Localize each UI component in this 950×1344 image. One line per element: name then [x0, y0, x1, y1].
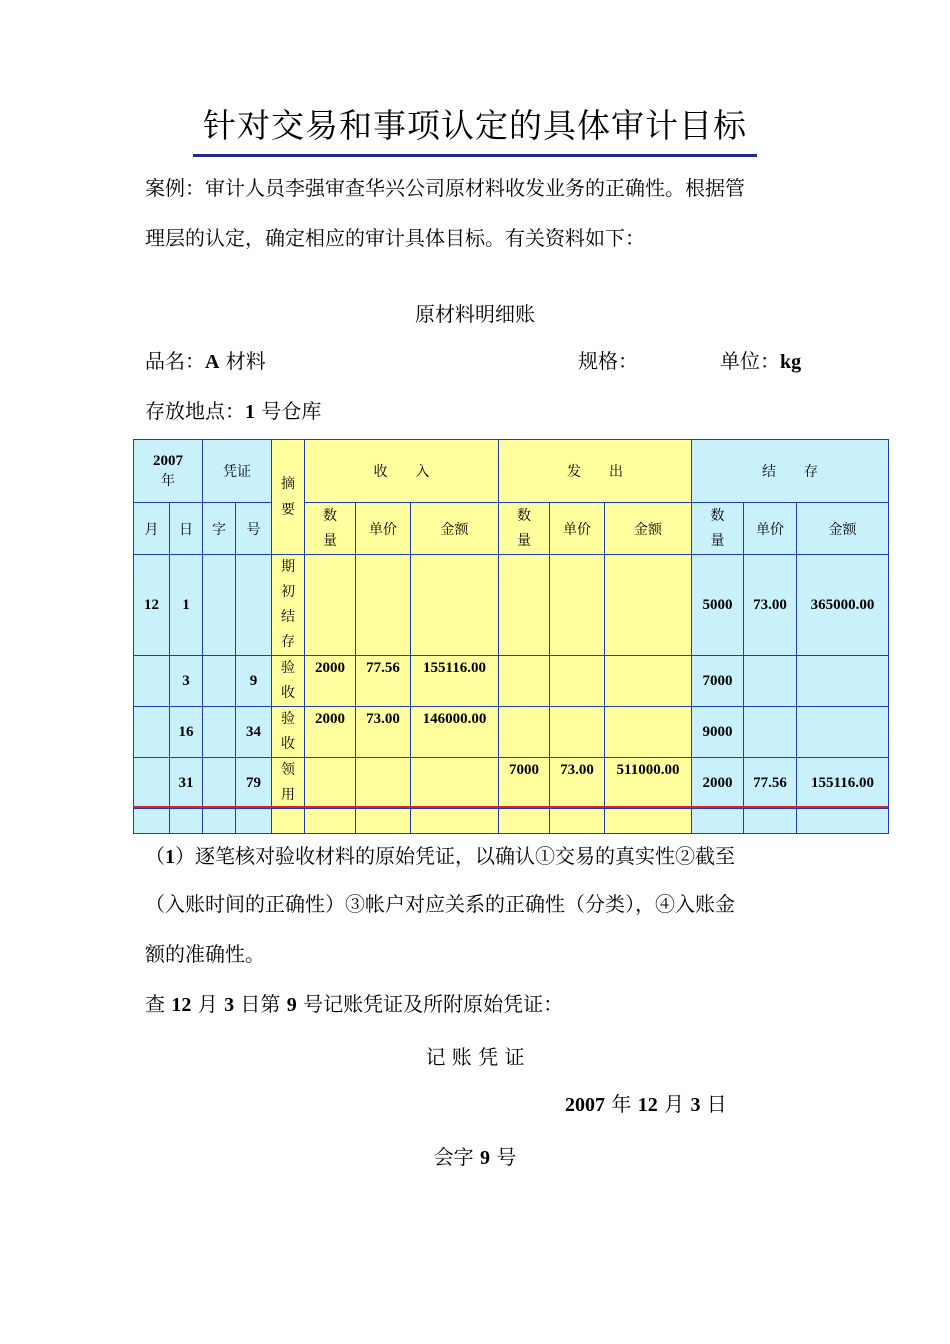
blank-cell — [305, 809, 356, 834]
blank-cell — [203, 809, 236, 834]
voucher-month: 12 — [637, 1094, 658, 1116]
check-month: 12 — [171, 994, 192, 1016]
cell-summary-text: 验收 — [281, 660, 295, 701]
issue-header: 发 出 — [499, 440, 692, 503]
cell-in-amount — [411, 758, 499, 809]
point1-line-3: 额的准确性。 — [145, 942, 265, 966]
year-unit: 年 — [161, 472, 175, 489]
item-name-line — [145, 348, 810, 375]
voucher-t3: 日 — [700, 1092, 727, 1116]
voucher-title: 记 账 凭 证 — [425, 1045, 525, 1069]
cell-in-price: 77.56 — [356, 656, 411, 707]
balance-qty-header — [692, 503, 744, 555]
cell-bal-qty: 7000 — [692, 656, 744, 707]
cell-day: 1 — [170, 555, 203, 656]
point1-text: ）逐笔核对验收材料的原始凭证，以确认①交易的真实性②截至 — [175, 844, 735, 868]
cell-no: 34 — [236, 707, 272, 758]
cell-bal-amount — [797, 656, 889, 707]
cell-zi — [203, 758, 236, 809]
cell-month: 12 — [134, 555, 170, 656]
location-label: 存放地点： — [145, 399, 245, 423]
cell-bal-price — [744, 656, 797, 707]
cell-bal-amount: 155116.00 — [797, 758, 889, 809]
cell-in-price — [356, 555, 411, 656]
cell-summary-text: 领用 — [281, 762, 295, 803]
ledger-table — [133, 439, 889, 834]
cell-bal-amount — [797, 707, 889, 758]
cell-month — [134, 758, 170, 809]
blank-cell — [499, 809, 550, 834]
cell-zi — [203, 656, 236, 707]
blank-cell — [134, 809, 170, 834]
location-suffix: 号仓库 — [255, 399, 322, 423]
cell-summary-text: 验收 — [281, 711, 295, 752]
blank-cell — [272, 809, 305, 834]
balance-header: 结 存 — [692, 440, 889, 503]
cell-day: 3 — [170, 656, 203, 707]
voucher-date — [565, 1091, 727, 1118]
point1-open-paren: （ — [145, 844, 165, 868]
cell-out-qty: 7000 — [499, 758, 550, 809]
item-name-suffix: 材料 — [219, 349, 266, 373]
voucher-year: 2007 — [565, 1094, 605, 1116]
income-amount-header: 金额 — [411, 503, 499, 555]
spec-label: 规格： — [578, 349, 638, 373]
header-row-2 — [134, 503, 889, 555]
cell-month — [134, 656, 170, 707]
cell-in-amount — [411, 555, 499, 656]
year-value: 2007 — [153, 452, 183, 469]
cell-summary — [272, 656, 305, 707]
cell-summary — [272, 707, 305, 758]
zi-header: 字 — [203, 503, 236, 555]
balance-qty-text: 数量 — [710, 507, 725, 549]
check-t2: 日第 — [234, 992, 287, 1016]
cell-in-qty: 2000 — [305, 707, 356, 758]
balance-price-header: 单价 — [744, 503, 797, 555]
cell-bal-price — [744, 707, 797, 758]
ledger-title: 原材料明细账 — [415, 302, 535, 326]
cell-in-price: 73.00 — [356, 707, 411, 758]
blank-cell — [550, 809, 605, 834]
cell-bal-qty: 9000 — [692, 707, 744, 758]
cell-bal-amount: 365000.00 — [797, 555, 889, 656]
issue-price-header: 单价 — [550, 503, 605, 555]
check-no: 9 — [286, 994, 297, 1016]
cell-zi — [203, 555, 236, 656]
blank-cell — [692, 809, 744, 834]
cell-out-qty — [499, 555, 550, 656]
cell-out-qty — [499, 707, 550, 758]
issue-amount-header: 金额 — [605, 503, 692, 555]
cell-bal-qty: 5000 — [692, 555, 744, 656]
blank-cell — [744, 809, 797, 834]
point1-number: 1 — [165, 846, 175, 868]
summary-header-text: 摘要 — [281, 476, 295, 518]
table-row — [134, 758, 889, 809]
table-row — [134, 707, 889, 758]
voucher-t2: 月 — [657, 1092, 691, 1116]
day-header: 日 — [170, 503, 203, 555]
cell-summary-text: 期初结存 — [281, 559, 295, 650]
voucher-no-post: 号 — [490, 1145, 517, 1169]
cell-out-price — [550, 555, 605, 656]
year-header — [134, 440, 203, 503]
unit-label: 单位： — [720, 349, 780, 373]
income-price-header: 单价 — [356, 503, 411, 555]
item-name-value: A — [205, 351, 220, 373]
cell-in-qty — [305, 758, 356, 809]
cell-out-price — [550, 656, 605, 707]
cell-out-amount: 511000.00 — [605, 758, 692, 809]
blank-cell — [411, 809, 499, 834]
income-header: 收 入 — [305, 440, 499, 503]
income-qty-text: 数量 — [323, 507, 337, 549]
cell-no: 9 — [236, 656, 272, 707]
cell-month — [134, 707, 170, 758]
intro-line-2: 理层的认定，确定相应的审计具体目标。有关资料如下： — [145, 226, 645, 250]
location-line — [145, 398, 810, 425]
table-row — [134, 555, 889, 656]
cell-summary — [272, 555, 305, 656]
issue-qty-header — [499, 503, 550, 555]
blank-row — [134, 809, 889, 834]
cell-summary — [272, 758, 305, 809]
point1-line-1 — [145, 843, 810, 870]
intro-line-1: 案例：审计人员李强审查华兴公司原材料收发业务的正确性。根据管 — [145, 176, 745, 200]
voucher-day: 3 — [690, 1094, 701, 1116]
cell-in-qty — [305, 555, 356, 656]
cell-day: 31 — [170, 758, 203, 809]
cell-out-amount — [605, 656, 692, 707]
cell-bal-price: 73.00 — [744, 555, 797, 656]
table-row — [134, 656, 889, 707]
cell-no — [236, 555, 272, 656]
closing-red-line — [133, 806, 888, 808]
month-header: 月 — [134, 503, 170, 555]
voucher-no-pre: 会字 — [433, 1145, 480, 1169]
income-qty-header — [305, 503, 356, 555]
location-value: 1 — [245, 401, 255, 423]
blank-cell — [356, 809, 411, 834]
cell-bal-price: 77.56 — [744, 758, 797, 809]
cell-in-qty: 2000 — [305, 656, 356, 707]
cell-out-amount — [605, 555, 692, 656]
blank-cell — [605, 809, 692, 834]
unit-line — [720, 348, 801, 375]
cell-bal-qty: 2000 — [692, 758, 744, 809]
check-t3: 号记账凭证及所附原始凭证： — [296, 992, 564, 1016]
blank-cell — [236, 809, 272, 834]
unit-value: kg — [780, 351, 802, 373]
summary-header — [272, 440, 305, 555]
check-pre: 查 — [145, 992, 172, 1016]
check-t1: 月 — [191, 992, 225, 1016]
cell-out-amount — [605, 707, 692, 758]
voucher-no: 9 — [480, 1147, 490, 1169]
item-name-label: 品名： — [145, 349, 205, 373]
check-day: 3 — [224, 994, 235, 1016]
cell-day: 16 — [170, 707, 203, 758]
cell-in-amount: 146000.00 — [411, 707, 499, 758]
voucher-t1: 年 — [605, 1092, 638, 1116]
cell-out-price — [550, 707, 605, 758]
cell-out-price: 73.00 — [550, 758, 605, 809]
point1-line-2: （入账时间的正确性）③帐户对应关系的正确性（分类），④入账金 — [145, 892, 735, 916]
header-row-1 — [134, 440, 889, 503]
title-underline — [193, 154, 757, 157]
blank-cell — [170, 809, 203, 834]
balance-amount-header: 金额 — [797, 503, 889, 555]
issue-qty-text: 数量 — [517, 507, 531, 549]
blank-cell — [797, 809, 889, 834]
voucher-header: 凭证 — [203, 440, 272, 503]
cell-in-amount: 155116.00 — [411, 656, 499, 707]
page-title: 针对交易和事项认定的具体审计目标 — [203, 106, 747, 145]
cell-out-qty — [499, 656, 550, 707]
cell-zi — [203, 707, 236, 758]
cell-no: 79 — [236, 758, 272, 809]
voucher-number — [0, 1141, 950, 1170]
cell-in-price — [356, 758, 411, 809]
hao-header: 号 — [236, 503, 272, 555]
check-line — [145, 991, 810, 1018]
